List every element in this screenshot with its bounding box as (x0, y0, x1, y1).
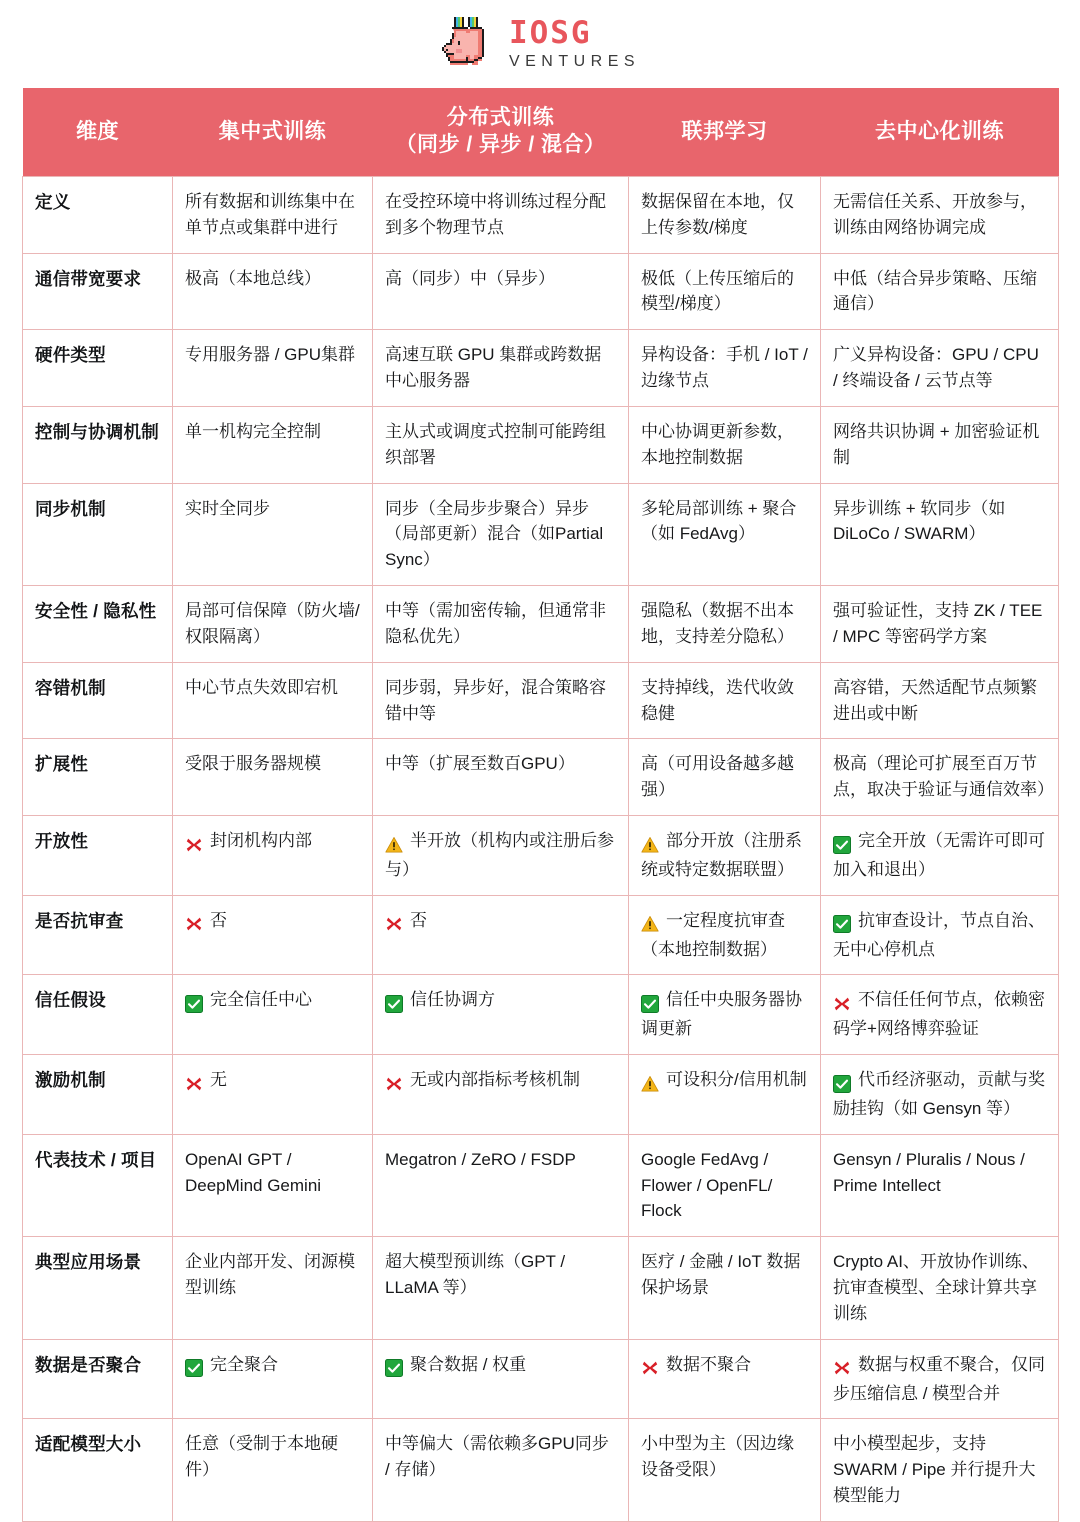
table-cell (173, 1055, 373, 1135)
table-cell (821, 1237, 1059, 1339)
status-flag (385, 831, 406, 857)
brand-lockup (440, 15, 640, 73)
cell-text: 完全聚合 (210, 1354, 278, 1374)
cell-text: 高容错，天然适配节点频繁进出或中断 (833, 677, 1037, 723)
cross-mark-icon (185, 915, 203, 933)
table-row (23, 895, 1059, 975)
cell-text: 数据保留在本地，仅上传参数/梯度 (641, 192, 794, 237)
status-flag (833, 990, 854, 1016)
cell-text: 多轮局部训练 + 聚合（如 FedAvg） (641, 498, 797, 544)
table-row (23, 253, 1059, 330)
cell-text: 无需信任关系、开放参与，训练由网络协调完成 (833, 192, 1037, 237)
status-flag (833, 911, 854, 937)
status-flag (185, 1355, 206, 1381)
table-cell (629, 483, 821, 585)
table-cell (629, 253, 821, 330)
table-row (23, 1237, 1059, 1339)
table-cell (821, 1419, 1059, 1521)
cell-text: 中心节点失效即宕机 (185, 677, 338, 697)
cross-mark-icon (185, 1075, 203, 1093)
table-cell (173, 1237, 373, 1339)
table-cell (173, 975, 373, 1055)
row-dimension-label: 代表技术 / 项目 (23, 1134, 173, 1236)
warning-triangle-icon (641, 1075, 659, 1093)
table-cell (373, 1134, 629, 1236)
cell-text: 中等（需加密传输，但通常非隐私优先） (385, 601, 606, 646)
table-cell (173, 662, 373, 739)
table-cell (821, 1339, 1059, 1419)
row-dimension-label: 开放性 (23, 816, 173, 896)
table-row (23, 586, 1059, 663)
cell-text: 超大模型预训练（GPT / LLaMA 等） (385, 1252, 566, 1298)
table-cell (173, 739, 373, 816)
table-cell (173, 177, 373, 254)
cell-text: 部分开放（注册系统或特定数据联盟） (641, 831, 802, 879)
white-check-mark-icon (833, 915, 851, 933)
table-cell (173, 406, 373, 483)
row-dimension-label: 数据是否聚合 (23, 1339, 173, 1419)
row-dimension-label: 适配模型大小 (23, 1419, 173, 1521)
header-line-1: 集中式训练 (218, 119, 327, 143)
table-cell (373, 330, 629, 407)
table-cell (629, 1055, 821, 1135)
row-dimension-label: 硬件类型 (23, 330, 173, 407)
cell-text: 实时全同步 (185, 498, 270, 518)
cell-text: 信任中央服务器协调更新 (641, 990, 802, 1039)
cell-text: 异构设备：手机 / IoT / 边缘节点 (641, 345, 808, 391)
table-header (23, 88, 1059, 177)
table-cell (373, 1055, 629, 1135)
cross-mark-icon (385, 1075, 403, 1093)
cell-text: 不信任任何节点，依赖密码学+网络博弈验证 (833, 990, 1045, 1039)
table-row (23, 1339, 1059, 1419)
table-cell (373, 1339, 629, 1419)
status-flag (385, 1355, 406, 1381)
table-cell (821, 330, 1059, 407)
table-cell (629, 662, 821, 739)
table-cell (629, 586, 821, 663)
status-flag (641, 990, 662, 1016)
status-flag (385, 1070, 406, 1096)
table-row (23, 483, 1059, 585)
table-cell (373, 177, 629, 254)
table-cell (173, 253, 373, 330)
table-cell (629, 739, 821, 816)
cell-text: 异步训练 + 软同步（如 DiLoCo / SWARM） (833, 498, 1006, 544)
cell-text: 同步弱，异步好，混合策略容错中等 (385, 677, 606, 723)
table-row (23, 739, 1059, 816)
status-flag (385, 911, 406, 937)
table-cell (373, 406, 629, 483)
cell-text: 聚合数据 / 权重 (410, 1354, 527, 1374)
brand-wordmark (508, 15, 641, 70)
brand-name: IOSG (508, 15, 592, 51)
cell-text: 单一机构完全控制 (185, 421, 321, 441)
table-row (23, 406, 1059, 483)
status-flag (833, 1070, 854, 1096)
cell-text: 局部可信保障（防火墙/权限隔离） (185, 601, 360, 646)
column-header-centralized (173, 88, 373, 177)
table-cell (173, 1339, 373, 1419)
cell-text: 无或内部指标考核机制 (410, 1070, 580, 1090)
row-dimension-label: 控制与协调机制 (23, 406, 173, 483)
white-check-mark-icon (185, 1359, 203, 1377)
cell-text: Gensyn / Pluralis / Nous / Prime Intellect (833, 1149, 1025, 1195)
status-flag (641, 911, 662, 937)
white-check-mark-icon (641, 995, 659, 1013)
table-cell (821, 975, 1059, 1055)
cell-text: 强可验证性，支持 ZK / TEE / MPC 等密码学方案 (833, 601, 1043, 646)
table-row (23, 1419, 1059, 1521)
cell-text: 小中型为主（因边缘设备受限） (641, 1434, 794, 1480)
header-line-1: 去中心化训练 (875, 119, 1004, 143)
status-flag (185, 1070, 206, 1096)
table-cell (373, 253, 629, 330)
cell-text: 主从式或调度式控制可能跨组织部署 (385, 421, 606, 467)
row-dimension-label: 扩展性 (23, 739, 173, 816)
white-check-mark-icon (833, 836, 851, 854)
status-flag (641, 1355, 662, 1381)
cell-text: 专用服务器 / GPU集群 (185, 345, 356, 365)
table-cell (821, 406, 1059, 483)
row-dimension-label: 定义 (23, 177, 173, 254)
cell-text: 中低（结合异步策略、压缩通信） (833, 268, 1037, 314)
cell-text: 完全信任中心 (210, 990, 312, 1010)
table-cell (629, 406, 821, 483)
table-cell (629, 1419, 821, 1521)
cell-text: 网络共识协调 + 加密验证机制 (833, 421, 1040, 467)
table-cell (821, 253, 1059, 330)
cell-text: 可设积分/信用机制 (666, 1070, 807, 1090)
cell-text: 高速互联 GPU 集群或跨数据中心服务器 (385, 345, 602, 391)
table-row (23, 1055, 1059, 1135)
table-cell (173, 330, 373, 407)
brand-tagline: VENTURES (508, 53, 641, 70)
table-cell (821, 739, 1059, 816)
llama-pixel-logo-icon (440, 15, 496, 73)
row-dimension-label: 典型应用场景 (23, 1237, 173, 1339)
header-line-2: （同步 / 异步 / 混合） (395, 133, 606, 156)
cell-text: 一定程度抗审查（本地控制数据） (641, 910, 785, 959)
cell-text: 信任协调方 (410, 990, 495, 1010)
table-cell (173, 895, 373, 975)
table-cell (821, 177, 1059, 254)
cell-text: 极高（本地总线） (185, 268, 321, 288)
table-cell (629, 330, 821, 407)
row-dimension-label: 激励机制 (23, 1055, 173, 1135)
row-dimension-label: 容错机制 (23, 662, 173, 739)
cell-text: 广义异构设备：GPU / CPU / 终端设备 / 云节点等 (833, 345, 1039, 391)
header-row (23, 88, 1059, 177)
table-row (23, 330, 1059, 407)
table-cell (173, 1419, 373, 1521)
cell-text: Crypto AI、开放协作训练、抗审查模型、全球计算共享训练 (833, 1252, 1039, 1323)
cell-text: 中等（扩展至数百GPU） (385, 754, 575, 774)
cell-text: 在受控环境中将训练过程分配到多个物理节点 (385, 192, 606, 237)
cell-text: 企业内部开发、闭源模型训练 (185, 1252, 355, 1298)
table-cell (821, 483, 1059, 585)
cell-text: 中等偏大（需依赖多GPU同步 / 存储） (385, 1434, 609, 1480)
cell-text: 高（可用设备越多越强） (641, 754, 794, 800)
table-cell (373, 975, 629, 1055)
table-row (23, 975, 1059, 1055)
cross-mark-icon (833, 1359, 851, 1377)
table-cell (821, 1134, 1059, 1236)
cell-text: 受限于服务器规模 (185, 754, 321, 774)
table-cell (821, 816, 1059, 896)
table-cell (373, 662, 629, 739)
training-paradigm-comparison-table (22, 88, 1059, 1522)
white-check-mark-icon (385, 1359, 403, 1377)
status-flag (385, 990, 406, 1016)
row-dimension-label: 安全性 / 隐私性 (23, 586, 173, 663)
white-check-mark-icon (385, 995, 403, 1013)
table-cell (821, 1055, 1059, 1135)
cross-mark-icon (185, 836, 203, 854)
cell-text: Google FedAvg / Flower / OpenFL/ Flock (641, 1149, 773, 1221)
table-cell (373, 816, 629, 896)
cell-text: 同步（全局步步聚合）异步（局部更新）混合（如Partial Sync） (385, 498, 604, 570)
table-cell (821, 586, 1059, 663)
warning-triangle-icon (385, 836, 403, 854)
cross-mark-icon (385, 915, 403, 933)
column-header-dimension (23, 88, 173, 177)
table-cell (629, 1339, 821, 1419)
cell-text: 代币经济驱动，贡献与奖励挂钩（如 Gensyn 等） (833, 1070, 1045, 1118)
cell-text: 所有数据和训练集中在单节点或集群中进行 (185, 192, 355, 237)
row-dimension-label: 通信带宽要求 (23, 253, 173, 330)
comparison-table-container (22, 88, 1058, 1522)
table-row (23, 816, 1059, 896)
table-cell (373, 739, 629, 816)
cell-text: 高（同步）中（异步） (385, 268, 555, 288)
status-flag (185, 911, 206, 937)
table-cell (173, 586, 373, 663)
row-dimension-label: 信任假设 (23, 975, 173, 1055)
cell-text: 数据与权重不聚合，仅同步压缩信息 / 模型合并 (833, 1354, 1045, 1403)
table-cell (373, 895, 629, 975)
column-header-distributed (373, 88, 629, 177)
cell-text: 任意（受制于本地硬件） (185, 1434, 338, 1480)
cross-mark-icon (833, 995, 851, 1013)
table-cell (373, 483, 629, 585)
cell-text: 抗审查设计，节点自治、无中心停机点 (833, 910, 1045, 959)
status-flag (833, 1355, 854, 1381)
table-cell (629, 816, 821, 896)
table-cell (373, 586, 629, 663)
table-cell (173, 1134, 373, 1236)
row-dimension-label: 同步机制 (23, 483, 173, 585)
header-line-1: 维度 (76, 119, 119, 143)
cell-text: 数据不聚合 (666, 1354, 751, 1374)
table-cell (821, 895, 1059, 975)
table-row (23, 1134, 1059, 1236)
table-cell (629, 1237, 821, 1339)
header-line-1: 分布式训练 (446, 106, 555, 130)
status-flag (833, 831, 854, 857)
row-dimension-label: 是否抗审查 (23, 895, 173, 975)
cell-text: 极低（上传压缩后的模型/梯度） (641, 268, 794, 314)
table-cell (373, 1237, 629, 1339)
white-check-mark-icon (833, 1075, 851, 1093)
status-flag (641, 831, 662, 857)
table-cell (629, 895, 821, 975)
warning-triangle-icon (641, 915, 659, 933)
table-cell (173, 816, 373, 896)
table-row (23, 177, 1059, 254)
cell-text: 封闭机构内部 (210, 831, 312, 851)
status-flag (641, 1070, 662, 1096)
cell-text: 半开放（机构内或注册后参与） (385, 831, 614, 879)
cross-mark-icon (641, 1359, 659, 1377)
status-flag (185, 831, 206, 857)
table-cell (373, 1419, 629, 1521)
cell-text: 否 (210, 910, 227, 930)
warning-triangle-icon (641, 836, 659, 854)
table-row (23, 662, 1059, 739)
cell-text: 极高（理论可扩展至百万节点，取决于验证与通信效率） (833, 754, 1054, 800)
table-cell (629, 1134, 821, 1236)
table-cell (173, 483, 373, 585)
table-body (23, 177, 1059, 1522)
column-header-federated (629, 88, 821, 177)
cell-text: Megatron / ZeRO / FSDP (385, 1149, 576, 1169)
cell-text: OpenAI GPT / DeepMind Gemini (185, 1149, 322, 1195)
table-cell (629, 177, 821, 254)
cell-text: 强隐私（数据不出本地，支持差分隐私） (641, 601, 794, 646)
header-line-1: 联邦学习 (681, 119, 768, 143)
cell-text: 完全开放（无需许可即可加入和退出） (833, 831, 1045, 879)
column-header-decentralized (821, 88, 1059, 177)
white-check-mark-icon (185, 995, 203, 1013)
status-flag (185, 990, 206, 1016)
cell-text: 支持掉线，迭代收敛稳健 (641, 677, 794, 723)
table-cell (821, 662, 1059, 739)
cell-text: 否 (410, 910, 427, 930)
cell-text: 中心协调更新参数，本地控制数据 (641, 421, 794, 467)
cell-text: 中小模型起步，支持 SWARM / Pipe 并行提升大模型能力 (833, 1434, 1036, 1505)
cell-text: 无 (210, 1070, 227, 1090)
brand-header (0, 0, 1080, 88)
cell-text: 医疗 / 金融 / IoT 数据保护场景 (641, 1252, 801, 1298)
table-cell (629, 975, 821, 1055)
